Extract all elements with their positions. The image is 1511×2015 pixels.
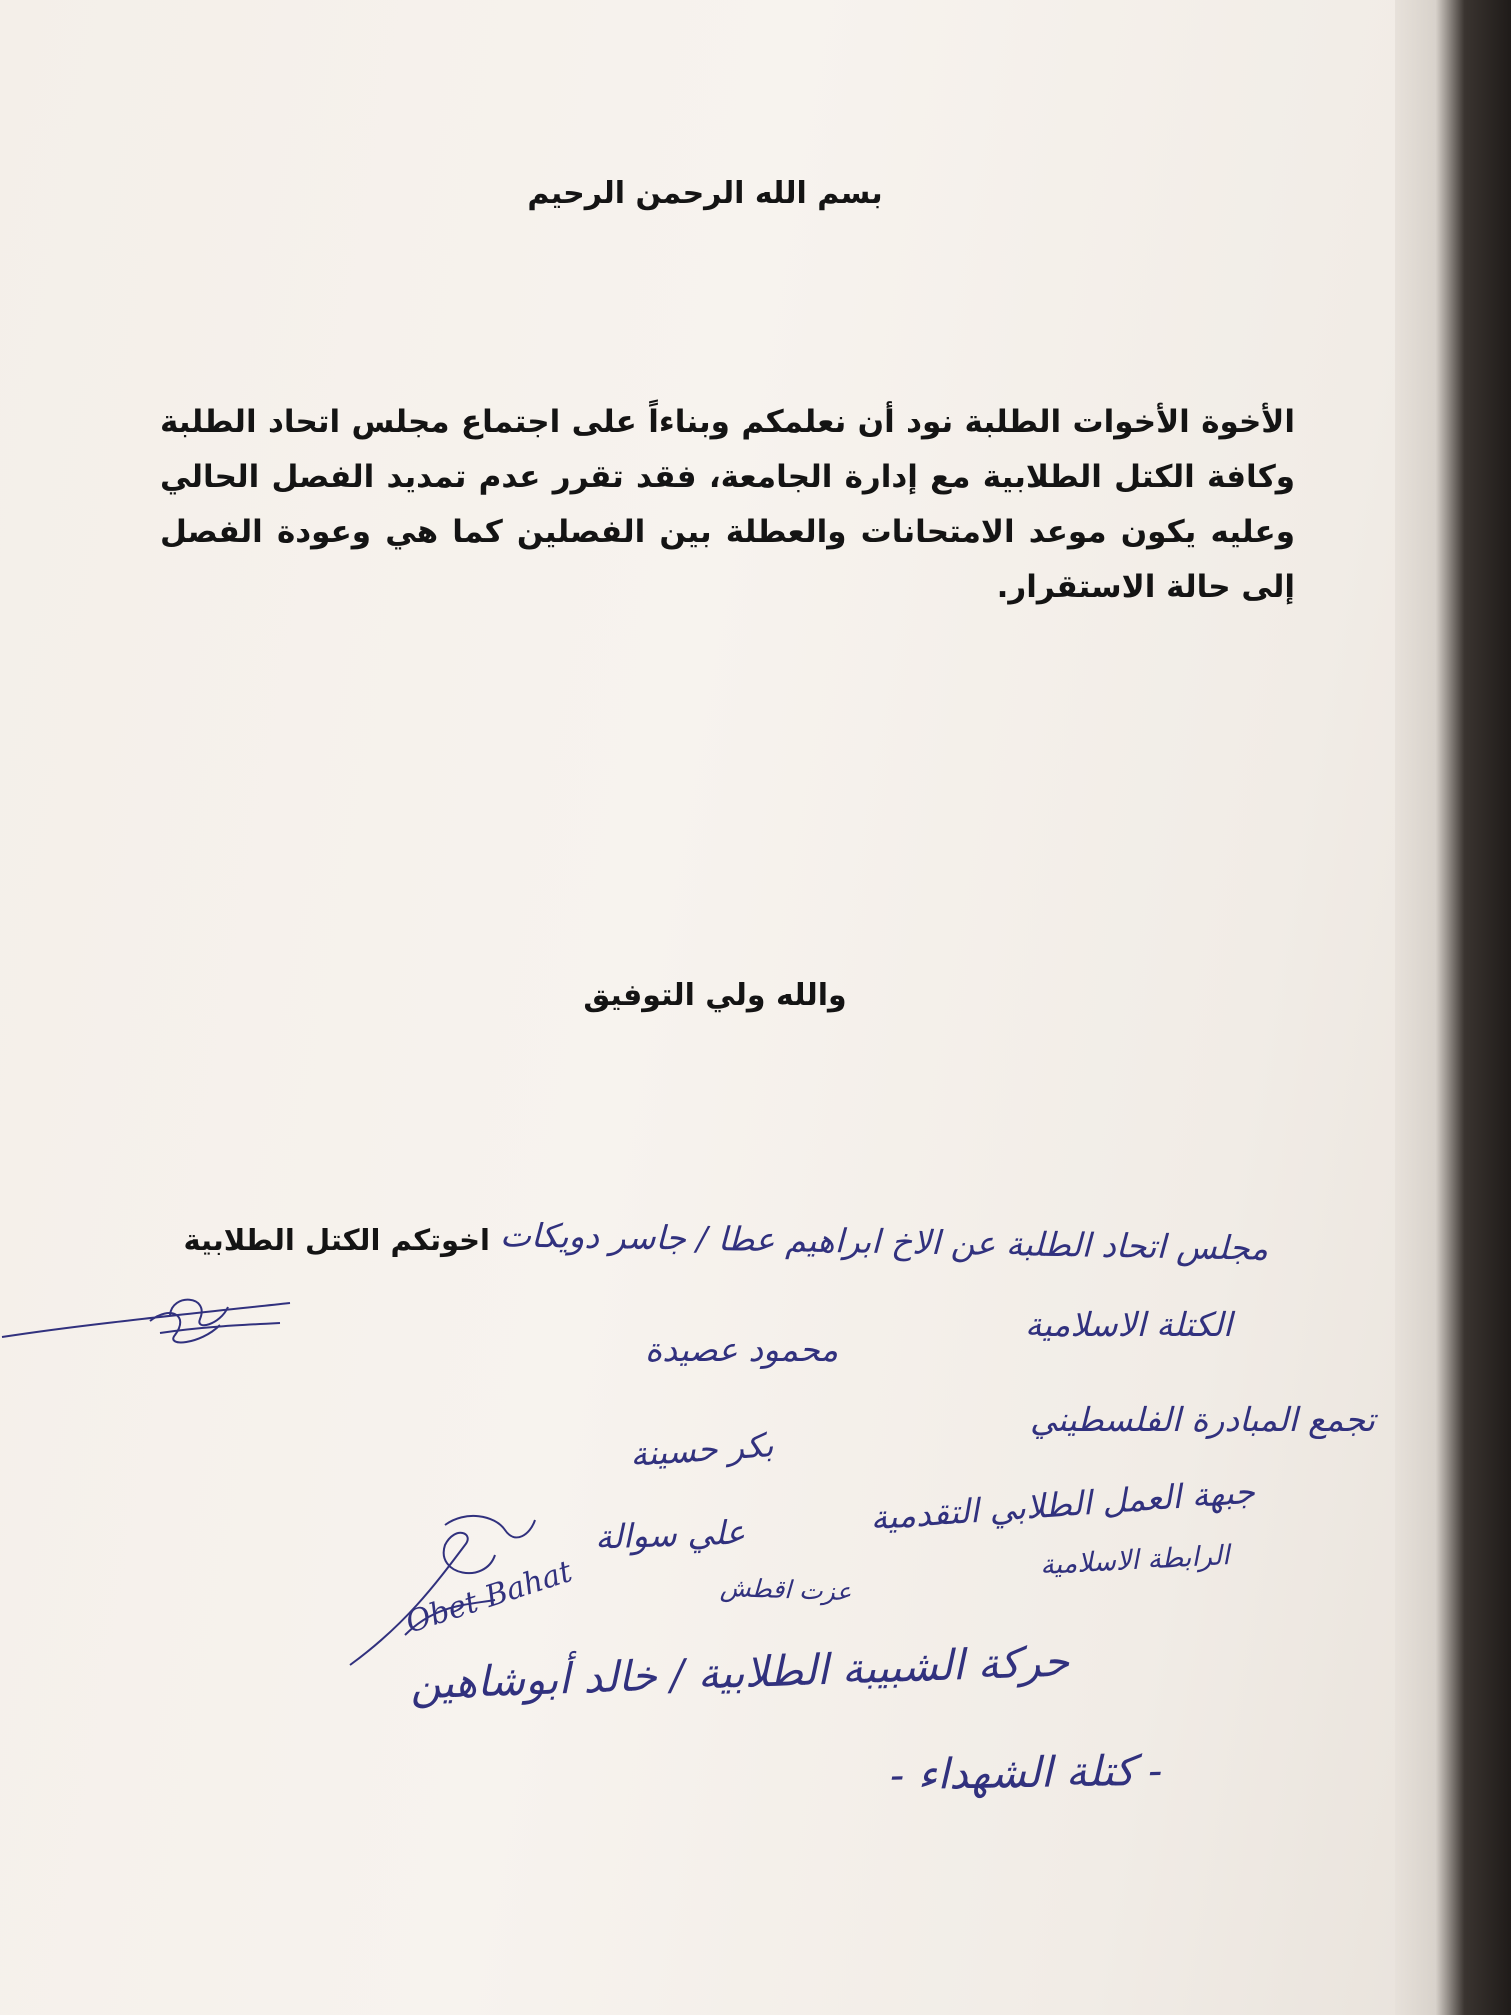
handwritten-line-2b: محمود عصيدة [645, 1330, 839, 1369]
signature-text: Obet Bahat [401, 1554, 577, 1641]
handwritten-line-4b: علي سوالة [594, 1512, 746, 1557]
paper-edge-shadow [1395, 0, 1511, 2015]
document-body: الأخوة الأخوات الطلبة نود أن نعلمكم وبناءاً على اجتماع مجلس اتحاد الطلبة وكافة الكتل الطلابية مع إدارة الجامعة، فقد تقرر عدم تمديد الفصل الحالي وعليه يكون موعد الامتحانات والعطلة بين الفصلين كما هي وعودة الفصل إلى حالة الاستقرار. [160, 404, 1295, 605]
document-heading: بسم الله الرحمن الرحيم [527, 176, 883, 211]
handwritten-line-1: مجلس اتحاد الطلبة عن الاخ ابراهيم عطا / جاسر دويكات [499, 1215, 1269, 1268]
handwritten-line-7: - كتلة الشهداء - [889, 1745, 1163, 1800]
handwritten-line-5a: الرابطة الاسلامية [1039, 1540, 1231, 1581]
handwritten-line-6: حركة الشبيبة الطلابية / خالد أبوشاهين [409, 1636, 1070, 1709]
document-closing: والله ولي التوفيق [583, 978, 847, 1013]
handwritten-line-3b: بكر حسينة [628, 1425, 775, 1474]
handwritten-line-2a: الكتلة الاسلامية [1025, 1305, 1233, 1344]
signature-scribble-top [0, 1285, 300, 1365]
handwritten-line-3a: تجمع المبادرة الفلسطيني [1030, 1400, 1376, 1439]
document-sender: اخوتكم الكتل الطلابية [183, 1223, 490, 1257]
signature-scribble-bottom [345, 1505, 645, 1675]
handwritten-line-5b: عزت اقطش [719, 1572, 852, 1607]
handwritten-line-4a: جبهة العمل الطلابي التقدمية [869, 1471, 1257, 1538]
